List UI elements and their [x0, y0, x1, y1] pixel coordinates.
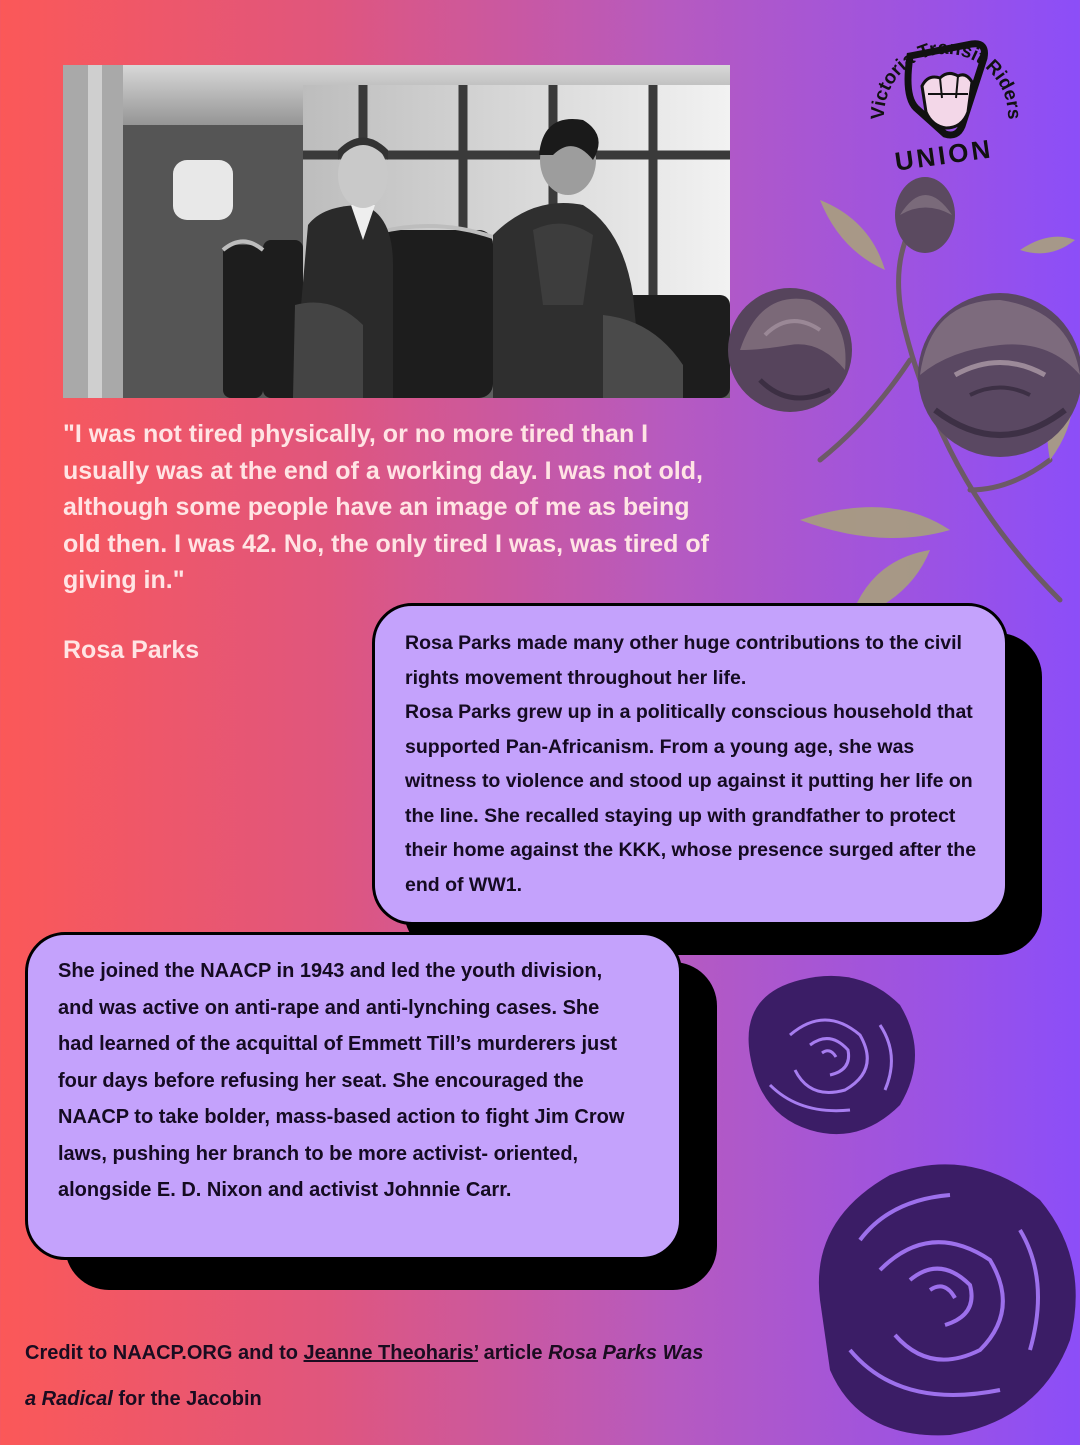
card-panel	[372, 603, 1008, 925]
quote-attribution: Rosa Parks	[63, 636, 200, 664]
card-panel	[25, 932, 682, 1260]
rosa-parks-bus-photo	[63, 65, 730, 398]
card2-naacp-text: She joined the NAACP in 1943 and led the youth division, and was active on anti-rape and anti-lynching cases. She had learned of the acquittal of Emmett Till’s murderers just four days before refusing her seat. She encouraged the NAACP to take bolder, mass-based action to fight Jim Crow laws, pushing her branch to be more activist- oriented, alongside E. D. Nixon and activist Johnnie Carr.	[58, 960, 625, 1201]
credit-article-title: Rosa Parks Was a Radical	[25, 1342, 704, 1410]
logo-arc-text: Victoria Transit Riders	[867, 37, 1025, 120]
naacp-card	[25, 932, 717, 1290]
credit-prefix: Credit to NAACP.ORG and to	[25, 1342, 304, 1364]
rose-small-decoration	[730, 965, 925, 1140]
bus-photo-image	[63, 65, 730, 398]
source-credit	[25, 1330, 705, 1422]
card1-intro-text: Rosa Parks made many other huge contributions to the civil rights movement throughout her life.	[405, 632, 962, 689]
card1-upbringing-text: Rosa Parks grew up in a politically conscious household that supported Pan-Africanism. From a young age, she was witness to violence and stood up against it putting her life on the line. She recalled staying up with grandfather to protect their home against the KKK, whose presence surged after the end of WW1.	[405, 701, 977, 896]
victoria-transit-riders-union-logo	[862, 16, 1027, 181]
contributions-card	[372, 603, 1042, 955]
peony-flowers-decoration	[720, 160, 1080, 630]
credit-suffix: for the Jacobin	[112, 1388, 262, 1410]
logo-union-text: UNION	[892, 133, 995, 177]
credit-mid: article	[478, 1342, 549, 1364]
rosa-parks-quote: "I was not tired physically, or no more tired than I usually was at the end of a working day. I was not old, although some people have an image of me as being old then. I was 42. No, the only tired I was, was tired of giving in."	[63, 420, 709, 594]
credit-author-link[interactable]: Jeanne Theoharis’	[303, 1342, 479, 1364]
rose-large-decoration	[800, 1150, 1080, 1440]
